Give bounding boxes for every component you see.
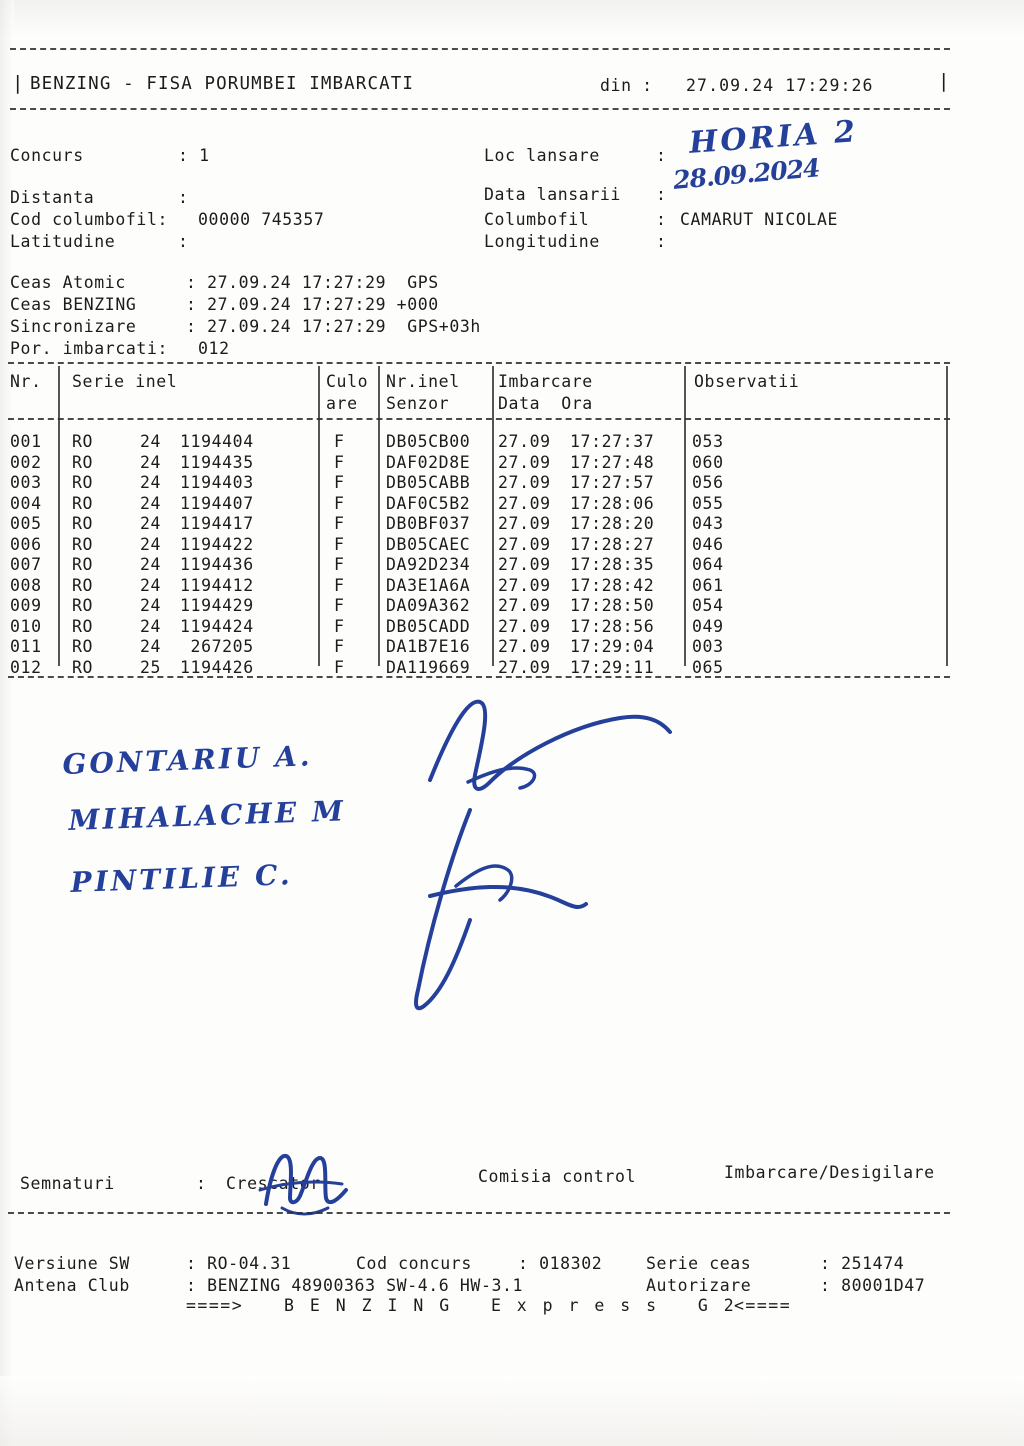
crescator-label: Crescator <box>226 1174 321 1193</box>
table-cell-obs: 054 <box>692 596 724 615</box>
table-cell-nr: 008 <box>10 575 42 595</box>
data-lansarii-handwritten: 28.09.2024 <box>672 153 821 195</box>
table-cell-an: 24 <box>140 637 162 656</box>
header-rule-top <box>10 48 950 50</box>
sincronizare-label: Sincronizare <box>10 317 137 336</box>
table-row <box>8 576 946 597</box>
table-cell-ora: 17:27:37 <box>570 432 655 451</box>
table-cell-ora: 17:28:35 <box>570 555 655 574</box>
table-row <box>8 555 946 576</box>
table-cell-data: 27.09 <box>498 473 551 492</box>
table-cell-serie: 1194426 <box>180 657 254 677</box>
table-cell-senzor: DB05CAEC <box>386 534 471 554</box>
table-cell-an: 24 <box>140 534 162 554</box>
table-cell-serie: 1194435 <box>180 452 254 472</box>
table-cell-senzor: DA09A362 <box>386 596 471 615</box>
table-cell-tara: RO <box>72 616 94 636</box>
table-cell-obs: 065 <box>692 657 724 677</box>
cod-concurs-label: Cod concurs <box>356 1254 472 1273</box>
table-cell-data: 27.09 <box>498 514 551 533</box>
table-cell-an: 24 <box>140 616 162 636</box>
table-cell-data: 27.09 <box>498 493 551 513</box>
table-cell-data: 27.09 <box>498 452 551 472</box>
table-cell-nr: 005 <box>10 514 42 533</box>
table-cell-obs: 060 <box>692 452 724 472</box>
table-row <box>8 596 946 617</box>
header-din-value: 27.09.24 17:29:26 <box>686 76 874 95</box>
columbofil-value: CAMARUT NICOLAE <box>680 210 839 229</box>
semnaturi-label: Semnaturi <box>20 1174 115 1193</box>
table-cell-obs: 056 <box>692 473 724 492</box>
ceas-benzing-label: Ceas BENZING <box>10 295 137 314</box>
loc-lansare-sep: : <box>656 146 667 165</box>
ceas-benzing-value: : 27.09.24 17:27:29 +000 <box>186 295 439 314</box>
longitudine-sep: : <box>656 232 667 251</box>
handwritten-name-1: GONTARIU A. <box>62 739 313 781</box>
data-lansarii-sep: : <box>656 185 667 204</box>
table-cell-obs: 061 <box>692 575 724 595</box>
col-header-nr-inel: Nr.inel <box>386 372 460 391</box>
table-row <box>8 453 946 474</box>
table-cell-senzor: DA1B7E16 <box>386 637 471 656</box>
table-cell-senzor: DAF02D8E <box>386 452 471 472</box>
col-header-culoare-l1: Culo <box>326 372 369 391</box>
scan-shadow-bottom <box>0 1376 1024 1446</box>
serie-ceas-value: : 251474 <box>820 1254 905 1273</box>
table-cell-data: 27.09 <box>498 596 551 615</box>
sincronizare-value: : 27.09.24 17:27:29 GPS+03h <box>186 317 481 336</box>
table-cell-culoare: F <box>334 555 345 574</box>
footer-banner-text: B E N Z I N G E x p r e s s G 2 <box>284 1296 737 1315</box>
handwritten-name-3: PINTILIE C. <box>70 858 294 899</box>
col-header-culoare-l2: are <box>326 394 358 413</box>
distanta-value: : <box>178 188 189 207</box>
table-cell-ora: 17:29:11 <box>570 657 655 677</box>
table-cell-an: 24 <box>140 555 162 574</box>
col-header-observatii: Observatii <box>694 372 800 391</box>
col-header-imbarcare: Imbarcare <box>498 372 593 391</box>
table-cell-nr: 010 <box>10 616 42 636</box>
table-cell-senzor: DA3E1A6A <box>386 575 471 595</box>
table-cell-nr: 002 <box>10 452 42 472</box>
table-cell-senzor: DB0BF037 <box>386 514 471 533</box>
table-cell-culoare: F <box>334 493 345 513</box>
concurs-label: Concurs <box>10 146 84 165</box>
table-row <box>8 432 946 453</box>
table-cell-culoare: F <box>334 432 345 451</box>
table-cell-serie: 1194403 <box>180 473 254 492</box>
table-cell-obs: 046 <box>692 534 724 554</box>
table-cell-data: 27.09 <box>498 637 551 656</box>
table-cell-data: 27.09 <box>498 432 551 451</box>
table-cell-serie: 1194412 <box>180 575 254 595</box>
table-cell-obs: 043 <box>692 514 724 533</box>
table-cell-data: 27.09 <box>498 534 551 554</box>
page-title: BENZING - FISA PORUMBEI IMBARCATI <box>30 74 414 94</box>
scan-shadow-top <box>0 0 1024 40</box>
table-cell-ora: 17:28:42 <box>570 575 655 595</box>
table-cell-ora: 17:28:50 <box>570 596 655 615</box>
table-cell-data: 27.09 <box>498 575 551 595</box>
table-cell-culoare: F <box>334 534 345 554</box>
table-cell-tara: RO <box>72 452 94 472</box>
table-cell-tara: RO <box>72 493 94 513</box>
table-cell-culoare: F <box>334 657 345 677</box>
table-cell-serie: 1194422 <box>180 534 254 554</box>
table-cell-nr: 004 <box>10 493 42 513</box>
table-cell-senzor: DA92D234 <box>386 555 471 574</box>
cod-columbofil-value: 00000 745357 <box>198 210 325 229</box>
table-cell-culoare: F <box>334 514 345 533</box>
por-imbarcati-label: Por. imbarcati: <box>10 339 169 358</box>
concurs-value: : 1 <box>178 146 210 165</box>
table-cell-tara: RO <box>72 637 94 656</box>
table-cell-tara: RO <box>72 657 94 677</box>
table-cell-serie: 267205 <box>180 637 254 656</box>
distanta-label: Distanta <box>10 188 95 207</box>
por-imbarcati-value: 012 <box>198 339 230 358</box>
table-cell-tara: RO <box>72 555 94 574</box>
table-cell-ora: 17:27:48 <box>570 452 655 472</box>
table-cell-obs: 003 <box>692 637 724 656</box>
loc-lansare-handwritten: HORIA 2 <box>688 114 860 161</box>
footer-banner-left: ====> <box>186 1296 244 1315</box>
table-cell-an: 24 <box>140 514 162 533</box>
header-left-bar: | <box>12 72 25 94</box>
cod-concurs-value: : 018302 <box>518 1254 603 1273</box>
table-cell-an: 24 <box>140 575 162 595</box>
table-cell-an: 24 <box>140 432 162 451</box>
cod-columbofil-label: Cod columbofil: <box>10 210 169 229</box>
table-cell-nr: 007 <box>10 555 42 574</box>
table-cell-nr: 006 <box>10 534 42 554</box>
table-cell-nr: 003 <box>10 473 42 492</box>
ceas-atomic-label: Ceas Atomic <box>10 273 126 292</box>
imbarcare-desigilare-label: Imbarcare/Desigilare <box>724 1163 935 1182</box>
table-cell-tara: RO <box>72 473 94 492</box>
table-row <box>8 494 946 515</box>
latitudine-value: : <box>178 232 189 251</box>
table-cell-obs: 049 <box>692 616 724 636</box>
col-header-nr: Nr. <box>10 372 42 391</box>
table-cell-serie: 1194407 <box>180 493 254 513</box>
table-cell-culoare: F <box>334 452 345 472</box>
table-cell-an: 25 <box>140 657 162 677</box>
longitudine-label: Longitudine <box>484 232 600 251</box>
table-cell-senzor: DB05CABB <box>386 473 471 492</box>
latitudine-label: Latitudine <box>10 232 116 251</box>
table-cell-data: 27.09 <box>498 555 551 574</box>
col-header-senzor: Senzor <box>386 394 450 413</box>
table-cell-ora: 17:27:57 <box>570 473 655 492</box>
table-row <box>8 514 946 535</box>
loc-lansare-label: Loc lansare <box>484 146 600 165</box>
table-cell-nr: 012 <box>10 657 42 677</box>
table-row <box>8 637 946 658</box>
ceas-atomic-value: : 27.09.24 17:27:29 GPS <box>186 273 439 292</box>
table-cell-tara: RO <box>72 575 94 595</box>
table-cell-culoare: F <box>334 616 345 636</box>
table-cell-an: 24 <box>140 473 162 492</box>
serie-ceas-label: Serie ceas <box>646 1254 752 1273</box>
table-cell-senzor: DAF0C5B2 <box>386 493 471 513</box>
footer-rule-top <box>8 1212 950 1214</box>
table-cell-tara: RO <box>72 596 94 615</box>
table-cell-senzor: DB05CADD <box>386 616 471 636</box>
table-cell-obs: 053 <box>692 432 724 451</box>
handwritten-name-2: MIHALACHE M <box>68 794 347 837</box>
table-row <box>8 658 946 679</box>
table-rule-header <box>8 418 950 420</box>
table-cell-serie: 1194436 <box>180 555 254 574</box>
table-cell-obs: 055 <box>692 493 724 513</box>
table-cell-culoare: F <box>334 637 345 656</box>
table-cell-culoare: F <box>334 596 345 615</box>
header-right-bar: | <box>938 70 951 92</box>
versiune-sw-value: : RO-04.31 <box>186 1254 292 1273</box>
signature-scribble-2 <box>390 800 630 1020</box>
table-rule-bottom <box>8 676 950 678</box>
table-cell-tara: RO <box>72 432 94 451</box>
table-cell-an: 24 <box>140 493 162 513</box>
table-row <box>8 535 946 556</box>
table-cell-ora: 17:28:56 <box>570 616 655 636</box>
footer-banner-right: <==== <box>734 1296 792 1315</box>
table-cell-ora: 17:28:06 <box>570 493 655 513</box>
columbofil-sep: : <box>656 210 667 229</box>
table-row <box>8 617 946 638</box>
table-cell-obs: 064 <box>692 555 724 574</box>
antena-club-value: : BENZING 48900363 SW-4.6 HW-3.1 <box>186 1276 524 1295</box>
table-cell-serie: 1194404 <box>180 432 254 451</box>
table-cell-senzor: DB05CB00 <box>386 432 471 451</box>
comisia-control-label: Comisia control <box>478 1167 637 1186</box>
table-cell-nr: 011 <box>10 637 42 656</box>
table-cell-tara: RO <box>72 534 94 554</box>
table-cell-ora: 17:29:04 <box>570 637 655 656</box>
antena-club-label: Antena Club <box>14 1276 130 1295</box>
table-cell-nr: 009 <box>10 596 42 615</box>
versiune-sw-label: Versiune SW <box>14 1254 130 1273</box>
autorizare-label: Autorizare <box>646 1276 752 1295</box>
signature-scribble-1 <box>420 690 680 820</box>
table-rule-top <box>8 362 950 364</box>
table-cell-data: 27.09 <box>498 616 551 636</box>
table-cell-ora: 17:28:20 <box>570 514 655 533</box>
table-cell-serie: 1194429 <box>180 596 254 615</box>
table-row <box>8 473 946 494</box>
table-cell-data: 27.09 <box>498 657 551 677</box>
columbofil-label: Columbofil <box>484 210 590 229</box>
table-cell-senzor: DA119669 <box>386 657 471 677</box>
table-cell-nr: 001 <box>10 432 42 451</box>
table-cell-ora: 17:28:27 <box>570 534 655 554</box>
semnaturi-sep: : <box>196 1174 207 1193</box>
table-cell-an: 24 <box>140 452 162 472</box>
table-cell-culoare: F <box>334 473 345 492</box>
col-header-data-ora: Data Ora <box>498 394 593 413</box>
header-rule-bottom <box>10 108 950 110</box>
data-lansarii-label: Data lansarii <box>484 185 621 204</box>
autorizare-value: : 80001D47 <box>820 1276 926 1295</box>
table-cell-culoare: F <box>334 575 345 595</box>
table-cell-tara: RO <box>72 514 94 533</box>
table-cell-serie: 1194424 <box>180 616 254 636</box>
table-cell-an: 24 <box>140 596 162 615</box>
table-cell-serie: 1194417 <box>180 514 254 533</box>
header-din-label: din : <box>600 76 653 95</box>
col-sep-observatii-right <box>946 366 948 666</box>
col-header-serie-inel: Serie inel <box>72 372 178 391</box>
